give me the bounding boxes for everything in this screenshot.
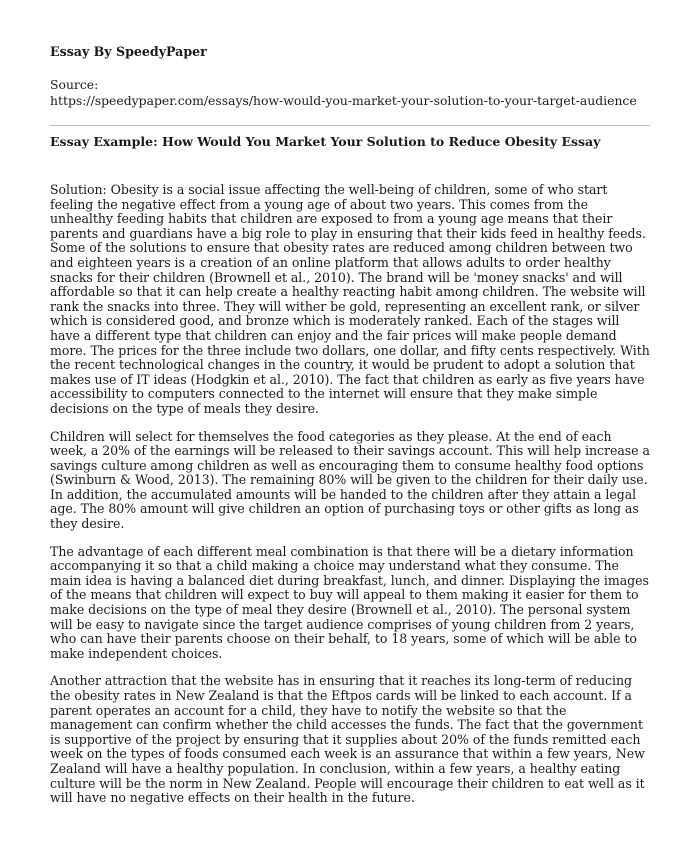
header-divider	[50, 125, 650, 126]
essay-paragraph-3: The advantage of each different meal combination is that there will be a dietary information accompanying it so that a child making a choice may understand what they consume. The main idea is having a balanced diet during breakfast, lunch, and dinner. Displaying the images of the means that children will expect to buy will appeal to them making it easier for them to make decisions on the type of meal they desire (Brownell et al., 2010). The personal system will be easy to navigate since the target audience comprises of young children from 2 years, who can have their parents choose on their behalf, to 18 years, some of which will be able to make independent choices.	[50, 543, 649, 661]
essay-paragraph-2: Children will select for themselves the food categories as they please. At the end of each week, a 20% of the earnings will be released to their savings account. This will help increase a savings culture among children as well as encouraging them to consume healthy food options (Swinburn & Wood, 2013). The remaining 80% will be given to the children for their daily use. In addition, the accumulated amounts will be handed to the children after they attain a legal age. The 80% amount will give children an option of purchasing toys or other gifts as long as they desire.	[50, 428, 650, 532]
source-url: https://speedypaper.com/essays/how-would-you-market-your-solution-to-your-target-audience	[50, 93, 637, 108]
source-label: Source:	[50, 77, 99, 92]
essay-paragraph-4: Another attraction that the website has in ensuring that it reaches its long-term of reducing the obesity rates in New Zealand is that the Eftpos cards will be linked to each account. If a parent operates an account for a child, they have to notify the website so that the management can confirm whether the child accesses the funds. The fact that the government is supportive of the project by ensuring that it supplies about 20% of the funds remitted each week on the types of foods consumed each week is an assurance that within a few years, New Zealand will have a healthy population. In conclusion, within a few years, a healthy eating culture will be the norm in New Zealand. People will encourage their children to eat well as it will have no negative effects on their health in the future.	[50, 673, 645, 806]
essay-body	[50, 183, 650, 806]
essay-title: Essay Example: How Would You Market Your Solution to Reduce Obesity Essay	[50, 134, 601, 149]
document-header-title: Essay By SpeedyPaper	[50, 44, 207, 59]
essay-paragraph-1: Solution: Obesity is a social issue affecting the well-being of children, some of who start feeling the negative effect from a young age of about two years. This comes from the unhealthy feeding habits that children are exposed to from a young age means that their parents and guardians have a big role to play in ensuring that their kids feed in healthy feeds. Some of the solutions to ensure that obesity rates are reduced among children between two and eighteen years is a creation of an online platform that allows adults to order healthy snacks for their children (Brownell et al., 2010). The brand will be 'money snacks' and will affordable so that it can help create a healthy reacting habit among children. The website will rank the snacks into three. They will wither be gold, representing an excellent rank, or silver which is considered good, and bronze which is moderately ranked. Each of the stages will have a different type that children can enjoy and the fair prices will make people demand more. The prices for the three include two dollars, one dollar, and fifty cents respectively. With the recent technological changes in the country, it would be prudent to adopt a solution that makes use of IT ideas (Hodgkin et al., 2010). The fact that children as early as five years have accessibility to computers connected to the internet will ensure that they make simple decisions on the type of meals they desire.	[50, 182, 650, 416]
